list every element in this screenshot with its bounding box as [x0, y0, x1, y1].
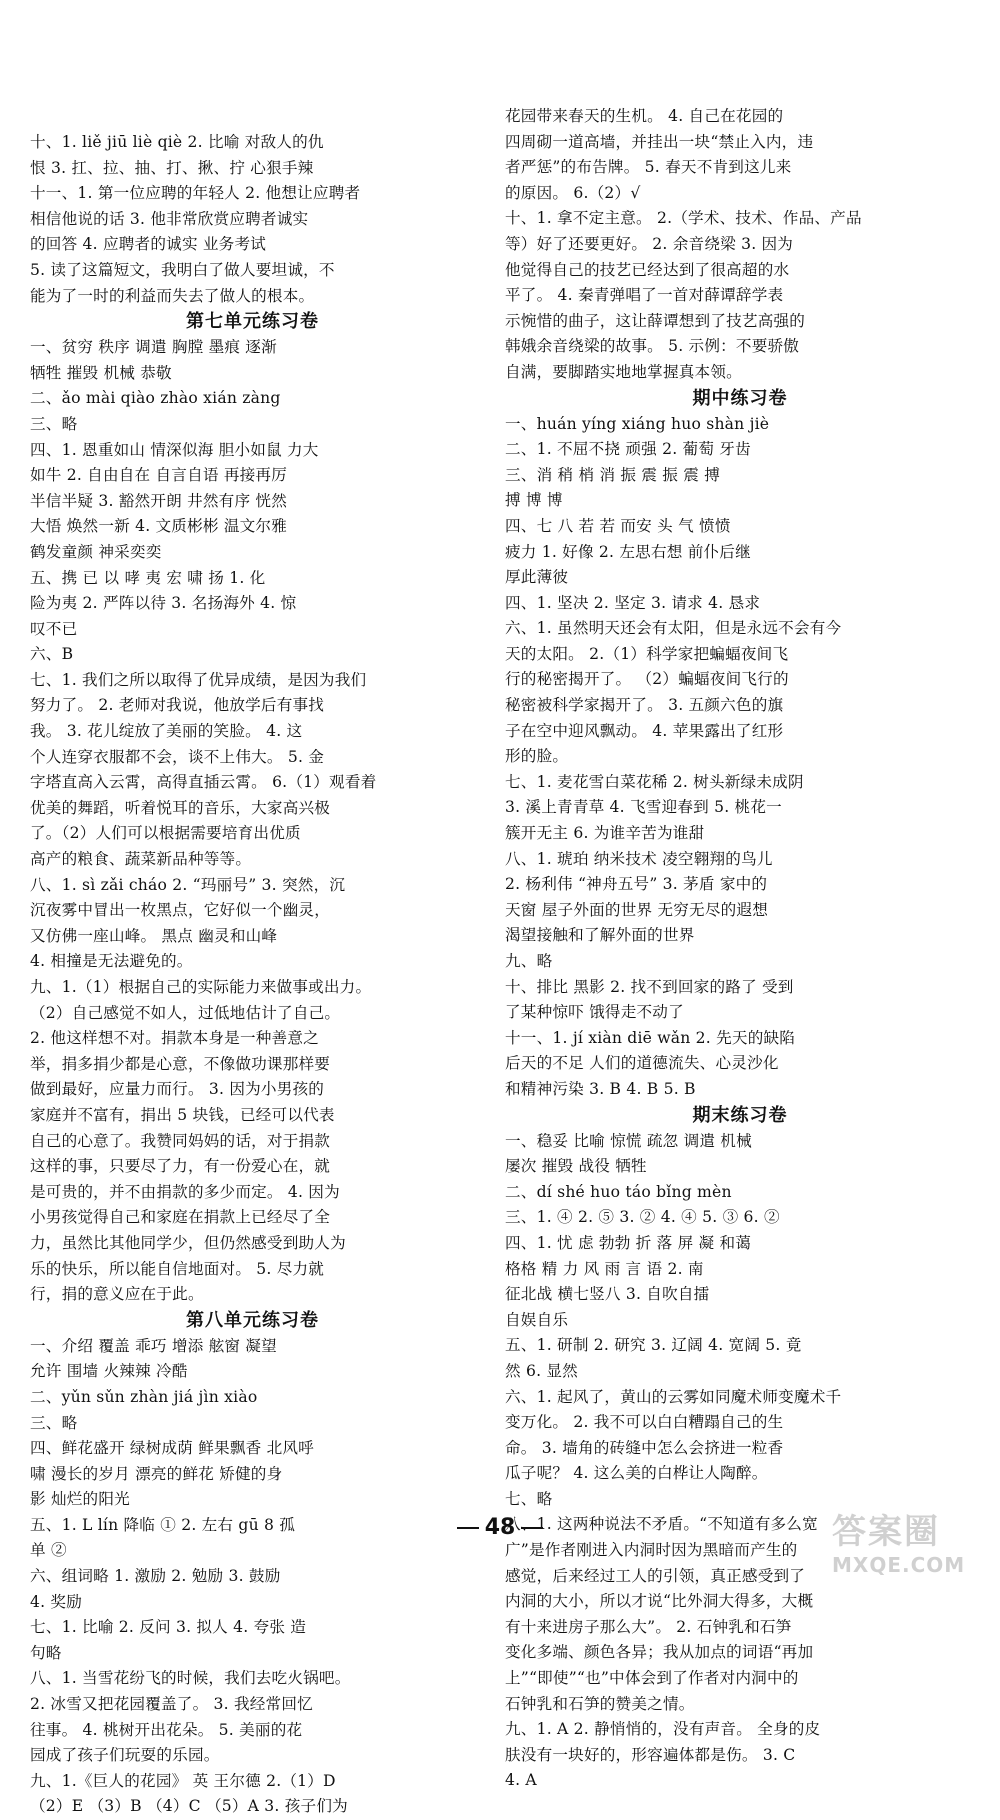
answer-line: 自娱自乐 [505, 1310, 569, 1329]
answer-line: 一、huán yíng xiáng huo shàn jiè [505, 414, 770, 433]
answer-line: 字塔直高入云霄，高得直插云霄。 6.（1）观看着 [30, 773, 377, 792]
answer-line: 努力了。 2. 老师对我说，他放学后有事找 [30, 696, 325, 715]
answer-line: 的原因。 6.（2）√ [505, 183, 641, 202]
answer-line: 十、排比 黑影 2. 找不到回家的路了 受到 [505, 977, 794, 996]
answer-line: 如牛 2. 自由自在 自言自语 再接再厉 [30, 466, 288, 485]
answer-line: 沉夜雾中冒出一枚黑点，它好似一个幽灵， [30, 901, 331, 920]
answer-line: 疲力 1. 好像 2. 左思右想 前仆后继 [505, 542, 751, 561]
answer-line: 和精神污染 3. B 4. B 5. B [505, 1079, 696, 1098]
answer-line: 允许 围墙 火辣辣 冷酷 [30, 1362, 188, 1381]
answer-line: 六、1. 虽然明天还会有太阳，但是永远不会有今 [505, 619, 842, 638]
answer-line: 二、yǔn sǔn zhàn jiá jìn xiào [30, 1387, 258, 1406]
answer-line: 秘密被科学家揭开了。 3. 五颜六色的旗 [505, 696, 784, 715]
answer-line: 优美的舞蹈，听着悦耳的音乐，大家高兴极 [30, 798, 331, 817]
answer-line: 厚此薄彼 [505, 568, 569, 587]
answer-line: 他觉得自己的技艺已经达到了很高超的水 [505, 260, 790, 279]
answer-line: 八、1. 琥珀 纳米技术 凌空翱翔的鸟儿 [505, 849, 773, 868]
answer-line: （2）自己感觉不如人，过低地估计了自己。 [30, 1003, 341, 1022]
answer-line: 十、1. 拿不定主意。 2.（学术、技术、作品、产品 [505, 209, 862, 228]
answer-line: 石钟乳和石笋的赞美之情。 [505, 1694, 695, 1713]
answer-line: 九、1. A 2. 静悄悄的，没有声音。 全身的皮 [505, 1720, 821, 1739]
answer-line: 后天的不足 人们的道德流失、心灵沙化 [505, 1054, 779, 1073]
answer-line: 者严惩”的布告牌。 5. 春天不肯到这儿来 [505, 158, 792, 177]
answer-line: 子在空中迎风飘动。 4. 苹果露出了红形 [505, 721, 784, 740]
answer-line: 征北战 横七竖八 3. 自吹自擂 [505, 1285, 710, 1304]
answer-line: 内洞的大小，所以才说“比外洞大得多，大概 [505, 1592, 814, 1611]
answer-line: 三、略 [30, 1413, 78, 1432]
answer-line: 园成了孩子们玩耍的乐园。 [30, 1746, 220, 1765]
answer-line: 等）好了还要更好。 2. 余音绕梁 3. 因为 [505, 234, 794, 253]
answer-line: 牺牲 摧毁 机械 恭敬 [30, 363, 172, 382]
answer-line: 个人连穿衣服都不会，谈不上伟大。 5. 金 [30, 747, 325, 766]
answer-line: 三、略 [30, 414, 78, 433]
answer-line: 八、1. 这两种说法不矛盾。“不知道有多么宽 [505, 1515, 818, 1534]
answer-line: 行的秘密揭开了。 （2）蝙蝠夜间飞行的 [505, 670, 789, 689]
answer-line: 二、ǎo mài qiào zhào xián zàng [30, 389, 281, 408]
answer-line: 韩娥余音绕梁的故事。 5. 示例：不要骄傲 [505, 337, 800, 356]
answer-line: 四、七 八 若 若 而安 头 气 愤愤 [505, 516, 731, 535]
section-heading: 期末练习卷 [692, 1104, 788, 1126]
answer-line: 行，捐的意义应在于此。 [30, 1285, 204, 1304]
answer-line: 力，虽然比其他同学少，但仍然感受到助人为 [30, 1233, 346, 1252]
answer-line: 九、略 [505, 952, 553, 970]
answer-line: 天窗 屋子外面的世界 无穷无尽的遐想 [505, 900, 769, 919]
answer-line: 五、携 已 以 哮 夷 宏 啸 扬 1. 化 [30, 568, 266, 587]
answer-line: （2）E （3）B （4）C （5）A 3. 孩子们为 [30, 1797, 348, 1816]
page-number-dash-right [521, 1527, 543, 1529]
answer-line: 5. 读了这篇短文，我明白了做人要坦诚，不 [30, 260, 335, 279]
answer-line: 七、略 [505, 1489, 553, 1508]
answer-line: 十、1. liě jiū liè qiè 2. 比喻 对敌人的仇 [30, 133, 324, 151]
page-number-text: 48 [484, 1515, 516, 1540]
answer-line: 四、1. 恩重如山 情深似海 胆小如鼠 力大 [30, 440, 319, 459]
answer-line: 半信半疑 3. 豁然开朗 井然有序 恍然 [30, 491, 288, 510]
answer-line: 搏 博 博 [505, 491, 563, 510]
answer-line: 上”“即使”“也”中体会到了作者对内洞中的 [505, 1669, 799, 1688]
answer-line: 有十来进房子那么大”。 2. 石钟乳和石笋 [505, 1617, 792, 1636]
answer-line: 了某种惊吓 饿得走不动了 [505, 1003, 684, 1022]
answer-line: 七、1. 麦花雪白菜花稀 2. 树头新绿未成阴 [505, 772, 804, 791]
answer-line: 3. 溪上青青草 4. 飞雪迎春到 5. 桃花一 [505, 798, 782, 817]
answer-line: 一、稳妥 比喻 惊慌 疏忽 调遣 机械 [505, 1131, 752, 1150]
answer-line: 八、1. sì zǎi cháo 2. “玛丽号” 3. 突然，沉 [30, 875, 346, 894]
answer-line: 一、贫穷 秩序 调遣 胸膛 墨痕 逐渐 [30, 338, 277, 357]
section-heading: 第七单元练习卷 [186, 311, 319, 333]
answer-line: 4. 奖励 [30, 1592, 83, 1611]
answer-line: 屡次 摧毁 战役 牺牲 [505, 1157, 647, 1176]
answer-line: 瓜子呢？ 4. 这么美的白桦让人陶醉。 [505, 1464, 768, 1483]
answer-line: 2. 他这样想不对。捐款本身是一种善意之 [30, 1029, 319, 1048]
answer-line: 做到最好，应量力而行。 3. 因为小男孩的 [30, 1080, 325, 1099]
section-heading: 第八单元练习卷 [186, 1309, 319, 1331]
answer-line: 啸 漫长的岁月 漂亮的鲜花 矫健的身 [30, 1464, 283, 1483]
answer-line: 二、dí shé huo táo bǐng mèn [505, 1182, 732, 1201]
answer-line: 平了。 4. 秦青弹唱了一首对薛谭辞学表 [505, 286, 784, 305]
answer-line: 家庭并不富有，捐出 5 块钱，已经可以代表 [30, 1105, 335, 1124]
answer-line: 2. 冰雪又把花园覆盖了。 3. 我经常回忆 [30, 1695, 313, 1714]
answer-line: 影 灿烂的阳光 [30, 1490, 130, 1509]
answer-line: 小男孩觉得自己和家庭在捐款上已经尽了全 [30, 1208, 331, 1227]
answer-line: 九、1.（1）根据自己的实际能力来做事或出力。 [30, 978, 372, 996]
answer-line: 五、1. L lín 降临 ① 2. 左右 gū 8 孤 [30, 1515, 296, 1534]
answer-line: 变化多端、颜色各异；我从加点的词语“再加 [505, 1643, 814, 1662]
answer-line: 四周砌一道高墙，并挂出一块“禁止入内，违 [505, 132, 814, 151]
answer-line: 2. 杨利伟 “神舟五号” 3. 茅盾 家中的 [505, 875, 768, 894]
answer-line: 变万化。 2. 我不可以白白糟蹋自己的生 [505, 1413, 784, 1432]
answer-line: 句略 [30, 1643, 62, 1662]
answer-line: 自己的心意了。我赞同妈妈的话，对于捐款 [30, 1131, 331, 1150]
answer-line: 格格 精 力 风 雨 言 语 2. 南 [505, 1259, 704, 1278]
answer-line: 自满，要脚踏实地地掌握真本领。 [505, 362, 742, 381]
answer-line: 我。 3. 花儿绽放了美丽的笑脸。 4. 这 [30, 722, 303, 741]
answer-line: 九、1.《巨人的花园》 英 王尔德 2.（1）D [30, 1771, 336, 1790]
answer-line: 天的太阳。 2.（1）科学家把蝙蝠夜间飞 [505, 644, 789, 663]
answer-line: 险为夷 2. 严阵以待 3. 名扬海外 4. 惊 [30, 594, 297, 613]
answer-line: 往事。 4. 桃树开出花朵。 5. 美丽的花 [30, 1720, 303, 1739]
answer-line: 五、1. 研制 2. 研究 3. 辽阔 4. 宽阔 5. 竟 [505, 1336, 802, 1355]
answer-line: 举，捐多捐少都是心意，不像做功课那样要 [30, 1054, 331, 1073]
answer-line: 然 6. 显然 [505, 1361, 578, 1380]
answer-line: 广”是作者刚进入内洞时因为黑暗而产生的 [505, 1541, 798, 1560]
answer-line: 花园带来春天的生机。 4. 自己在花园的 [505, 107, 784, 125]
answer-line: 四、鲜花盛开 绿树成荫 鲜果飘香 北风呼 [30, 1439, 314, 1458]
left-column [30, 130, 475, 1820]
answer-line: 七、1. 比喻 2. 反问 3. 拟人 4. 夸张 造 [30, 1618, 307, 1637]
answer-line: 叹不已 [30, 619, 78, 638]
answer-line: 肤没有一块好的，形容遍体都是伤。 3. C [505, 1745, 796, 1764]
answer-line: 四、1. 坚决 2. 坚定 3. 请求 4. 恳求 [505, 593, 761, 612]
answer-line: 又仿佛一座山峰。 黑点 幽灵和山峰 [30, 926, 278, 945]
answer-line: 大悟 焕然一新 4. 文质彬彬 温文尔雅 [30, 517, 288, 536]
answer-line: 形的脸。 [505, 747, 569, 766]
answer-line: 恨 3. 扛、拉、抽、打、揪、拧 心狠手辣 [30, 158, 314, 177]
section-heading: 期中练习卷 [692, 387, 788, 409]
answer-line: 命。 3. 墙角的砖缝中怎么会挤进一粒香 [505, 1438, 784, 1457]
answer-line: 能为了一时的利益而失去了做人的根本。 [30, 286, 315, 305]
watermark-url: MXQE.COM [832, 1553, 966, 1577]
answer-line: 单 ② [30, 1541, 67, 1560]
answer-line: 十一、1. jí xiàn diē wǎn 2. 先天的缺陷 [505, 1028, 796, 1047]
answer-line: 乐的快乐，所以能自信地面对。 5. 尽力就 [30, 1259, 325, 1278]
answer-line: 示惋惜的曲子，这让薛谭想到了技艺高强的 [505, 311, 806, 330]
answer-line: 了。（2）人们可以根据需要培育出优质 [30, 824, 301, 843]
answer-line: 感觉，后来经过工人的引领，真正感受到了 [505, 1566, 806, 1585]
answer-line: 是可贵的，并不由捐款的多少而定。 4. 因为 [30, 1182, 340, 1201]
watermark-logo [832, 1498, 982, 1588]
answer-line: 六、B [30, 645, 74, 664]
answer-line: 高产的粮食、蔬菜新品种等等。 [30, 850, 252, 869]
answer-line: 十一、1. 第一位应聘的年轻人 2. 他想让应聘者 [30, 184, 361, 203]
answer-line: 二、1. 不屈不挠 顽强 2. 葡萄 牙齿 [505, 440, 751, 459]
answer-line: 一、介绍 覆盖 乖巧 增添 舷窗 凝望 [30, 1336, 277, 1355]
answer-line: 4. 相撞是无法避免的。 [30, 952, 193, 971]
page-number-dash-left [457, 1527, 479, 1529]
answer-line: 三、消 稍 梢 消 振 震 振 震 搏 [505, 465, 720, 484]
answer-line: 簇开无主 6. 为谁辛苦为谁甜 [505, 824, 705, 843]
answer-line: 4. A [505, 1771, 537, 1790]
answer-line: 鹤发童颜 神采奕奕 [30, 542, 162, 561]
answer-line: 八、1. 当雪花纷飞的时候，我们去吃火锅吧。 [30, 1669, 351, 1688]
answer-line: 的回答 4. 应聘者的诚实 业务考试 [30, 235, 267, 254]
watermark-title: 答案圈 [832, 1512, 940, 1552]
answer-line: 三、1. ④ 2. ⑤ 3. ② 4. ④ 5. ③ 6. ② [505, 1208, 780, 1227]
answer-line: 渴望接触和了解外面的世界 [505, 926, 695, 945]
answer-line: 六、组词略 1. 激励 2. 勉励 3. 鼓励 [30, 1567, 281, 1586]
answer-line: 四、1. 忧 虑 勃勃 折 落 屏 凝 和蔼 [505, 1233, 752, 1252]
answer-line: 相信他说的话 3. 他非常欣赏应聘者诚实 [30, 209, 309, 228]
answer-line: 这样的事，只要尽了力，有一份爱心在，就 [30, 1157, 331, 1176]
answer-line: 六、1. 起风了，黄山的云雾如同魔术师变魔术千 [505, 1387, 842, 1406]
answer-line: 七、1. 我们之所以取得了优异成绩，是因为我们 [30, 670, 367, 689]
